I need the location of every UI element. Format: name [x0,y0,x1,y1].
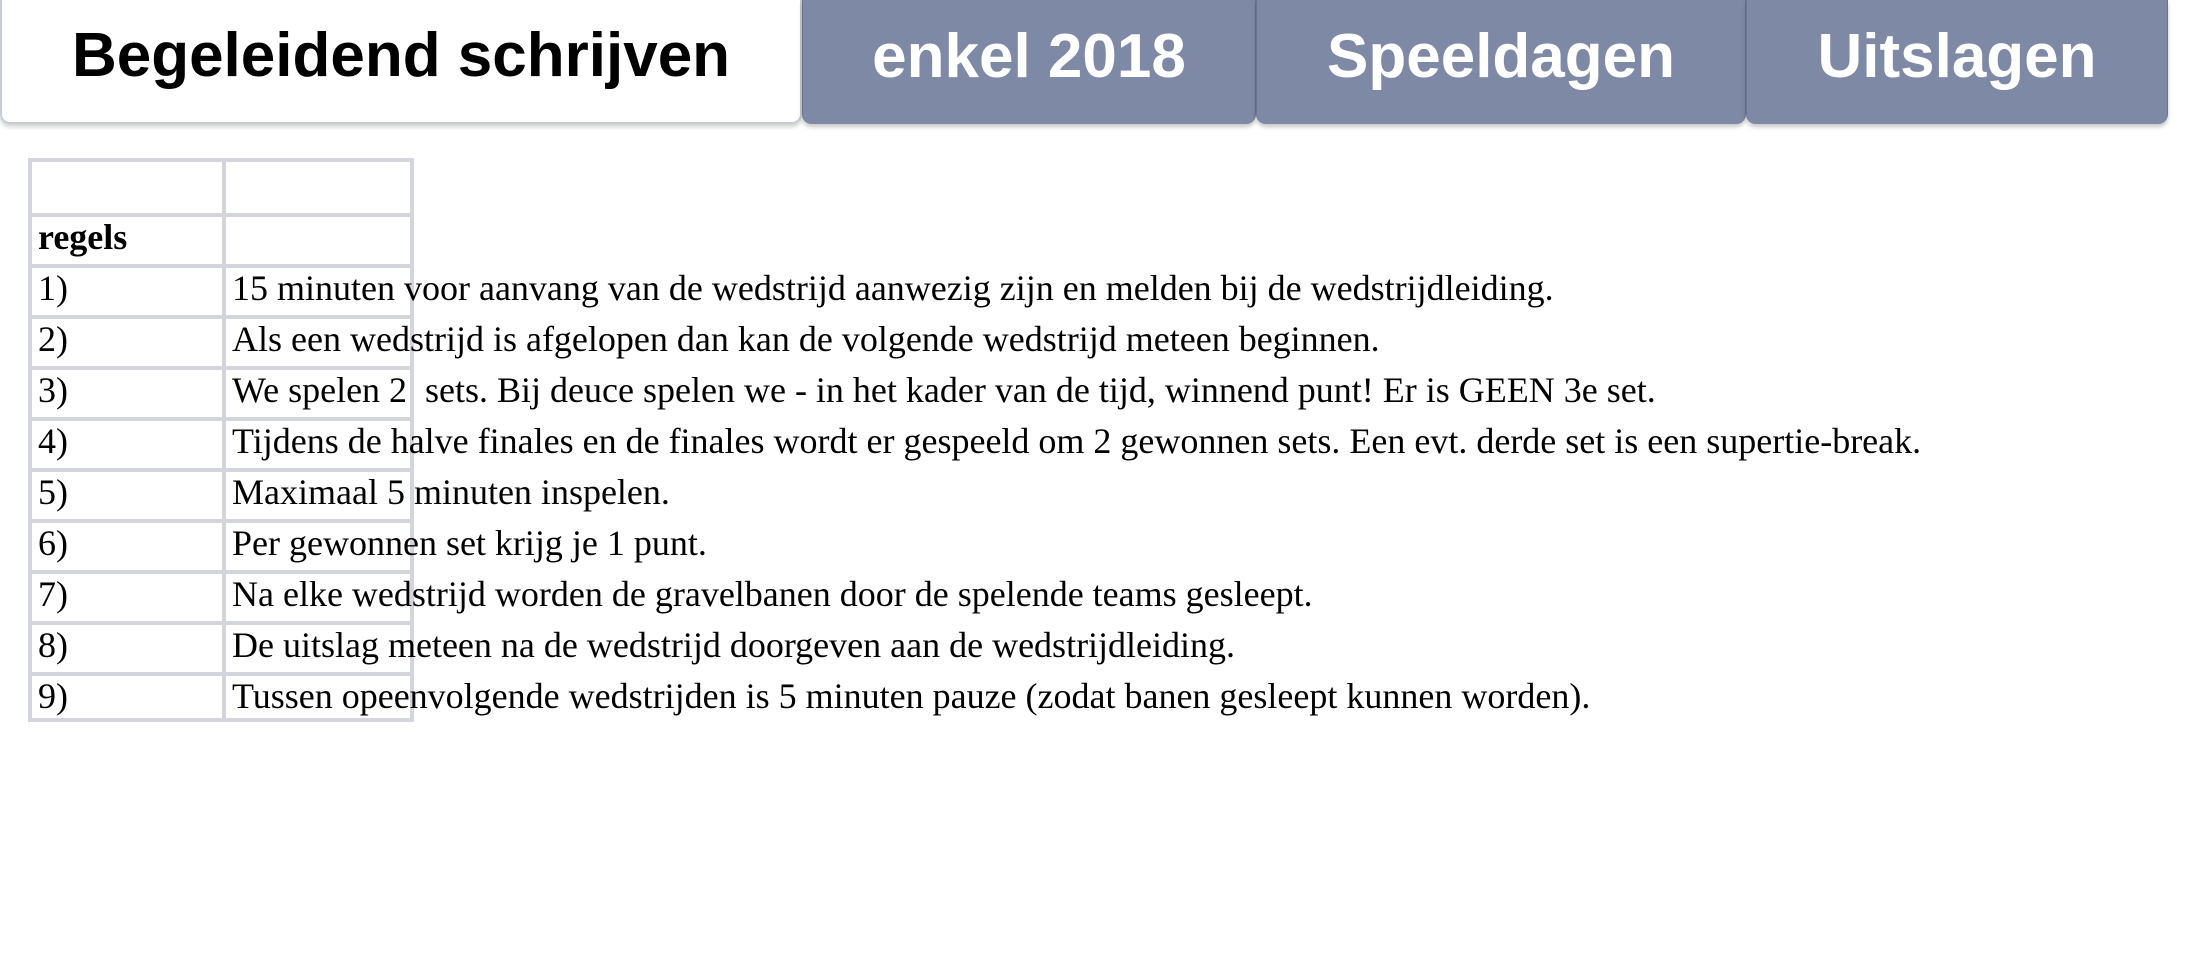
column-header-regels[interactable]: regels [38,216,128,257]
rule-number[interactable]: 3) [38,369,68,410]
tab-begeleidend-schrijven[interactable]: Begeleidend schrijven [0,0,802,124]
tab-speeldagen[interactable]: Speeldagen [1256,0,1746,124]
rule-text[interactable]: 15 minuten voor aanvang van de wedstrijd aanwezig zijn en melden bij de wedstrijdleiding. [232,267,1554,308]
rule-text[interactable]: Maximaal 5 minuten inspelen. [232,471,670,512]
rule-number[interactable]: 9) [38,675,68,716]
rule-number[interactable]: 6) [38,522,68,563]
rule-number[interactable]: 7) [38,573,68,614]
rule-number[interactable]: 2) [38,318,68,359]
rule-number[interactable]: 8) [38,624,68,665]
rule-text[interactable]: We spelen 2 sets. Bij deuce spelen we - in het kader van de tijd, winnend punt! Er is GEEN 3e set. [232,369,1656,410]
rule-text[interactable]: De uitslag meteen na de wedstrijd doorgeven aan de wedstrijdleiding. [232,624,1236,665]
sheet-tab-bar [0,0,2168,124]
tab-uitslagen[interactable]: Uitslagen [1746,0,2168,124]
rule-text[interactable]: Als een wedstrijd is afgelopen dan kan de volgende wedstrijd meteen beginnen. [232,318,1380,359]
rule-number[interactable]: 1) [38,267,68,308]
rule-text[interactable]: Per gewonnen set krijg je 1 punt. [232,522,707,563]
rule-number[interactable]: 4) [38,420,68,461]
rule-text[interactable]: Tussen opeenvolgende wedstrijden is 5 minuten pauze (zodat banen gesleept kunnen worden). [232,675,1591,716]
rule-text[interactable]: Tijdens de halve finales en de finales wordt er gespeeld om 2 gewonnen sets. Een evt. derde set is een supertie-break. [232,420,1922,461]
tab-enkel-2018[interactable]: enkel 2018 [802,0,1256,124]
rule-text[interactable]: Na elke wedstrijd worden de gravelbanen door de spelende teams gesleept. [232,573,1313,614]
rule-number[interactable]: 5) [38,471,68,512]
column-divider [222,162,226,718]
